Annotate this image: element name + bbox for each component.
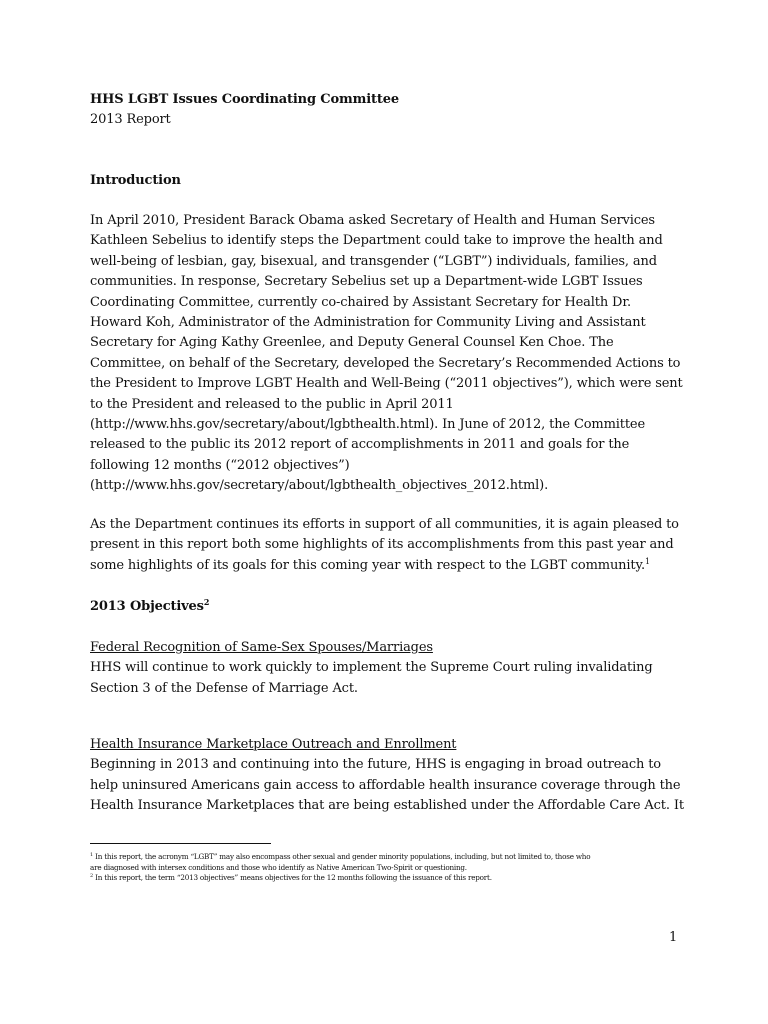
report-title: HHS LGBT Issues Coordinating Committee xyxy=(90,92,399,107)
footnotes xyxy=(90,852,710,884)
paragraph-line: present in this report both some highlights of its accomplishments from this past year and xyxy=(90,537,674,553)
paragraph-line: Committee, on behalf of the Secretary, developed the Secretary’s Recommended Actions to xyxy=(90,355,681,371)
footnote-mark: 1 xyxy=(90,852,93,858)
report-subtitle: 2013 Report xyxy=(90,112,171,128)
paragraph-line: Beginning in 2013 and continuing into the future, HHS is engaging in broad outreach to xyxy=(90,757,661,773)
paragraph-line: Section 3 of the Defense of Marriage Act. xyxy=(90,680,358,696)
url-line: (http://www.hhs.gov/secretary/about/lgbthealth.html). In June of 2012, the Committee xyxy=(90,417,646,433)
footnote-1-continued: are diagnosed with intersex conditions and those who identify as Native American Two-Spirit or questioning. xyxy=(90,862,467,872)
paragraph-line xyxy=(90,556,690,576)
document-header xyxy=(90,90,690,131)
paragraph-line: Howard Koh, Administrator of the Administration for Community Living and Assistant xyxy=(90,315,646,331)
paragraph-line: following 12 months (“2012 objectives”) xyxy=(90,457,350,473)
footnote-separator xyxy=(90,843,271,844)
paragraph-line: communities. In response, Secretary Sebelius set up a Department-wide LGBT Issues xyxy=(90,274,643,290)
paragraph-line: As the Department continues its efforts in support of all communities, it is again pleased to xyxy=(90,517,679,532)
objectives-heading xyxy=(90,597,690,617)
footnote-1 xyxy=(90,852,710,863)
paragraph-line: HHS will continue to work quickly to implement the Supreme Court ruling invalidating xyxy=(90,660,653,676)
objective-title: Federal Recognition of Same-Sex Spouses/Marriages xyxy=(90,640,433,655)
introduction-paragraph-1 xyxy=(90,211,690,497)
introduction-paragraph-2 xyxy=(90,515,690,576)
paragraph-line: Secretary for Aging Kathy Greenlee, and Deputy General Counsel Ken Choe. The xyxy=(90,335,614,351)
paragraph-line: Coordinating Committee, currently co-chaired by Assistant Secretary for Health Dr. xyxy=(90,294,631,310)
objectives-section xyxy=(90,597,690,617)
paragraph-line: Kathleen Sebelius to identify steps the Department could take to improve the health and xyxy=(90,233,663,249)
paragraph-line: the President to Improve LGBT Health and Well-Being (“2011 objectives”), which were sent xyxy=(90,376,683,392)
paragraph-line: released to the public its 2012 report of accomplishments in 2011 and goals for the xyxy=(90,437,630,453)
paragraph-line: well-being of lesbian, gay, bisexual, and transgender (“LGBT”) individuals, families, and xyxy=(90,253,657,269)
objective-title: Health Insurance Marketplace Outreach and Enrollment xyxy=(90,737,457,752)
paragraph-line: help uninsured Americans gain access to affordable health insurance coverage through the xyxy=(90,777,681,793)
paragraph-line: Health Insurance Marketplaces that are being established under the Affordable Care Act. It xyxy=(90,798,684,814)
objectives-heading-text: 2013 Objectives xyxy=(90,599,204,614)
page-number: 1 xyxy=(669,930,678,945)
paragraph-line-text: some highlights of its goals for this coming year with respect to the LGBT community. xyxy=(90,557,645,573)
objective-federal-recognition xyxy=(90,638,690,699)
paragraph-line: In April 2010, President Barack Obama asked Secretary of Health and Human Services xyxy=(90,213,655,228)
footnote-2 xyxy=(90,873,710,884)
objective-marketplace-outreach xyxy=(90,735,690,817)
footnote-mark: 2 xyxy=(90,873,93,879)
footnote-reference-1: 1 xyxy=(644,556,650,566)
paragraph-line: to the President and released to the public in April 2011 xyxy=(90,396,454,412)
footnote-text: In this report, the acronym “LGBT” may also encompass other sexual and gender minority populations, including, but not limited to, those who xyxy=(92,852,591,861)
footnote-text: In this report, the term “2013 objectives” means objectives for the 12 months following the issuance of this report. xyxy=(92,873,492,882)
url-line: (http://www.hhs.gov/secretary/about/lgbthealth_objectives_2012.html). xyxy=(90,478,549,494)
footnote-reference-2: 2 xyxy=(203,597,210,607)
introduction-section xyxy=(90,171,690,191)
introduction-heading: Introduction xyxy=(90,173,181,188)
